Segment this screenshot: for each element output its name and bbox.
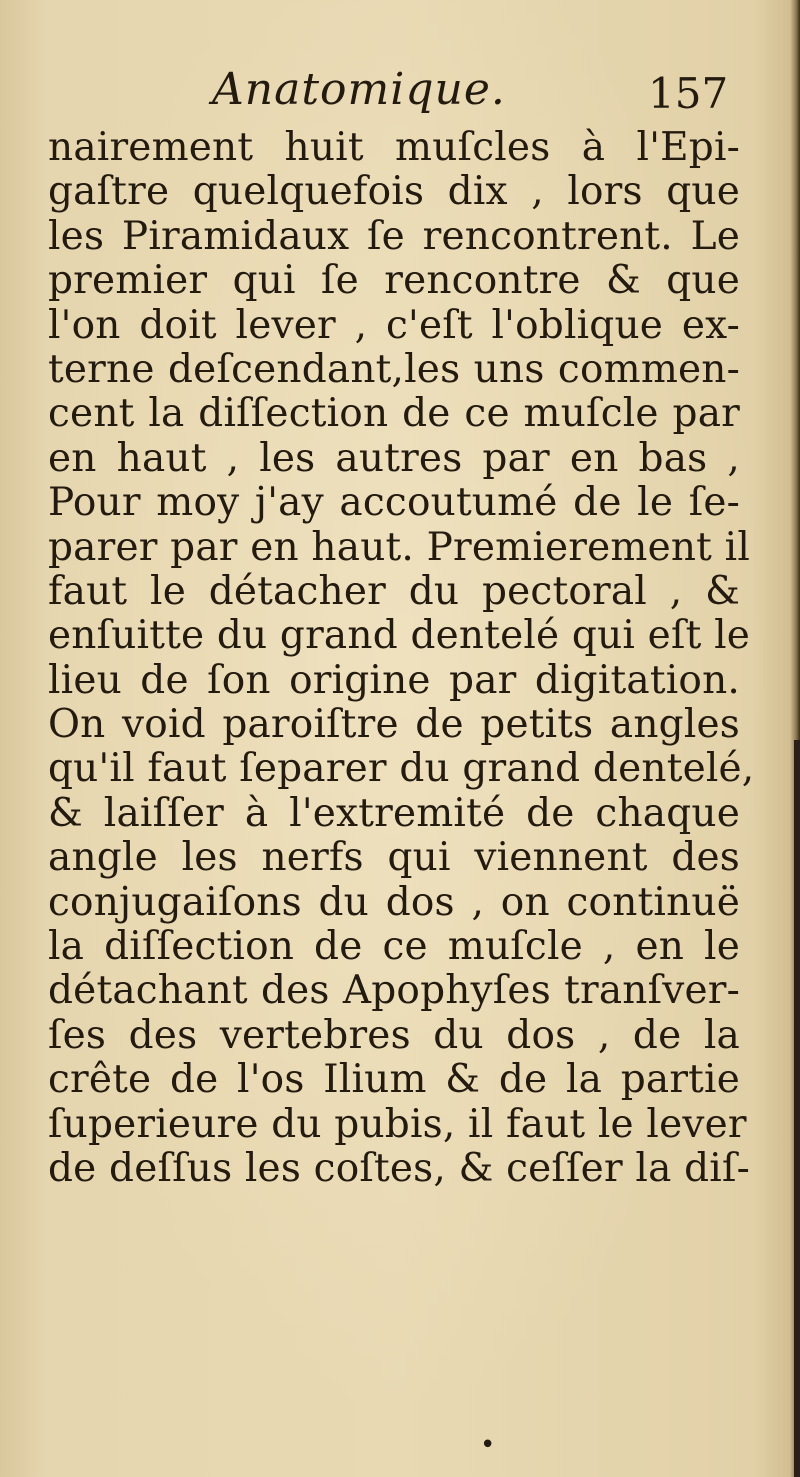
text-line: Pour moy j'ay accoutumé de le ſe- xyxy=(48,480,740,526)
running-head: Anatomique. xyxy=(212,64,506,115)
text-line: qu'il faut ſeparer du grand dentelé, xyxy=(48,746,755,792)
text-line: angle les nerfs qui viennent des xyxy=(48,835,740,881)
page-number: 157 xyxy=(648,69,729,118)
text-line: faut le détacher du pectoral , & xyxy=(48,568,740,614)
text-line: en haut , les autres par en bas , xyxy=(48,435,740,481)
body-text xyxy=(48,125,755,1191)
text-line: premier qui ſe rencontre & que xyxy=(48,258,740,304)
text-line: cent la diſſection de ce muſcle par xyxy=(48,391,740,437)
text-line: les Piramidaux ſe rencontrent. Le xyxy=(48,213,740,259)
text-line: nairement huit muſcles à l'Epi- xyxy=(48,125,740,170)
page-header xyxy=(0,60,800,130)
text-line: terne deſcendant,les uns commen- xyxy=(48,346,740,392)
signature-mark: • xyxy=(480,1430,496,1460)
text-line: de deſſus les coſtes, & ceſſer la diſ- xyxy=(48,1145,750,1191)
page-edge-binding xyxy=(794,740,800,1477)
text-line: On void paroiſtre de petits angles xyxy=(48,702,740,748)
text-line: l'on doit lever , c'eſt l'oblique ex- xyxy=(48,302,740,348)
text-line: ſuperieure du pubis, il faut le lever xyxy=(48,1101,747,1147)
text-line: la diſſection de ce muſcle , en le xyxy=(48,924,740,970)
text-line: ſes des vertebres du dos , de la xyxy=(48,1012,740,1058)
text-line: & laiſſer à l'extremité de chaque xyxy=(48,790,740,836)
text-line: crête de l'os Ilium & de la partie xyxy=(48,1057,740,1103)
text-line: conjugaiſons du dos , on continuë xyxy=(48,879,740,925)
text-line: gaſtre quelquefois dix , lors que xyxy=(48,169,740,215)
text-line: enſuitte du grand dentelé qui eſt le xyxy=(48,613,751,659)
text-line: parer par en haut. Premierement il xyxy=(48,524,751,570)
text-line: lieu de ſon origine par digitation. xyxy=(48,657,740,703)
text-line: détachant des Apophyſes tranſver- xyxy=(48,968,740,1014)
